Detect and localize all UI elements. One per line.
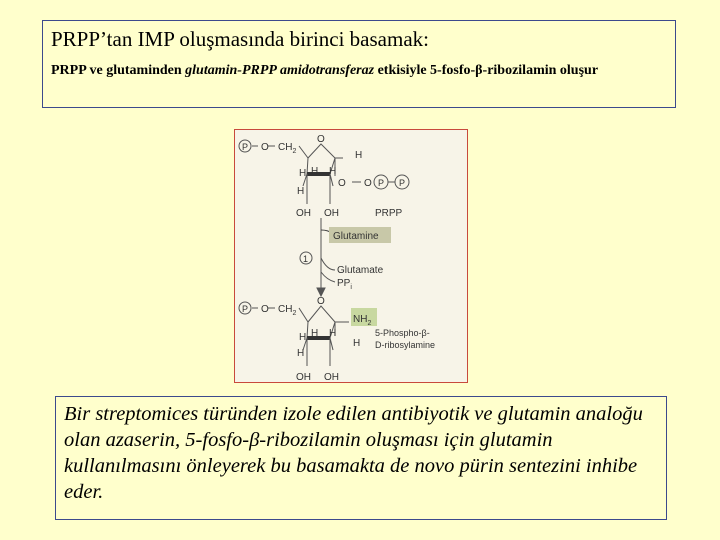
oh-label: OH bbox=[296, 208, 311, 219]
title-box bbox=[42, 20, 676, 108]
oh-label: OH bbox=[296, 372, 311, 382]
ppi-label: $PP_i$ bbox=[337, 278, 352, 291]
oxygen-label: O bbox=[338, 178, 346, 189]
oh-label: OH bbox=[324, 372, 339, 382]
h-label: H bbox=[311, 166, 319, 177]
note-text: Bir streptomices türünden izole edilen antibiyotik ve glutamin analoğu olan azaserin, 5-fosfo-β-ribozilamin oluşması için glutamin kullanılmasını önleyerek bu basamakta de novo pürin sentezini inhibe eder. bbox=[64, 403, 643, 503]
ch2-label: $CH_2$ bbox=[278, 304, 297, 317]
h-label: H bbox=[299, 332, 307, 343]
h-label: H bbox=[353, 338, 361, 349]
reaction-figure bbox=[234, 129, 468, 383]
enzyme-name: glutamin-PRPP amidotransferaz bbox=[185, 63, 375, 78]
oxygen-label: O bbox=[364, 178, 372, 189]
phosphate-label: P bbox=[242, 304, 249, 314]
nh2-label: $NH_2$ bbox=[353, 314, 372, 327]
phosphate-label: P bbox=[242, 142, 249, 152]
note-box bbox=[55, 396, 667, 520]
oxygen-label: O bbox=[261, 142, 269, 153]
prpp-label: PRPP bbox=[375, 208, 403, 219]
subtitle-post: etkisiyle 5-fosfo-β-ribozilamin oluşur bbox=[374, 63, 599, 78]
ring-oxygen-label: O bbox=[317, 296, 325, 307]
product-label-1: 5-Phospho-β- bbox=[375, 328, 430, 338]
h-label: H bbox=[299, 168, 307, 179]
subtitle-pre: PRPP ve glutaminden bbox=[51, 63, 186, 78]
ring-oxygen-label: O bbox=[317, 134, 325, 145]
glutamate-label: Glutamate bbox=[337, 265, 384, 276]
glutamine-label: Glutamine bbox=[333, 231, 379, 242]
phosphate-label: P bbox=[399, 178, 406, 188]
h-label: H bbox=[311, 328, 319, 339]
oh-label: OH bbox=[324, 208, 339, 219]
h-label: H bbox=[355, 150, 363, 161]
product-label-2: D-ribosylamine bbox=[375, 340, 436, 350]
slide-subtitle bbox=[51, 63, 667, 79]
h-label: H bbox=[297, 186, 305, 197]
step-number: 1 bbox=[303, 254, 309, 264]
h-label: H bbox=[329, 328, 337, 339]
h-label: H bbox=[329, 166, 337, 177]
ch2-label: $CH_2$ bbox=[278, 142, 297, 155]
oxygen-label: O bbox=[261, 304, 269, 315]
h-label: H bbox=[297, 348, 305, 359]
phosphate-label: P bbox=[378, 178, 385, 188]
reaction-diagram bbox=[235, 130, 467, 382]
slide-title: PRPP’tan IMP oluşmasında birinci basamak: bbox=[51, 27, 429, 51]
